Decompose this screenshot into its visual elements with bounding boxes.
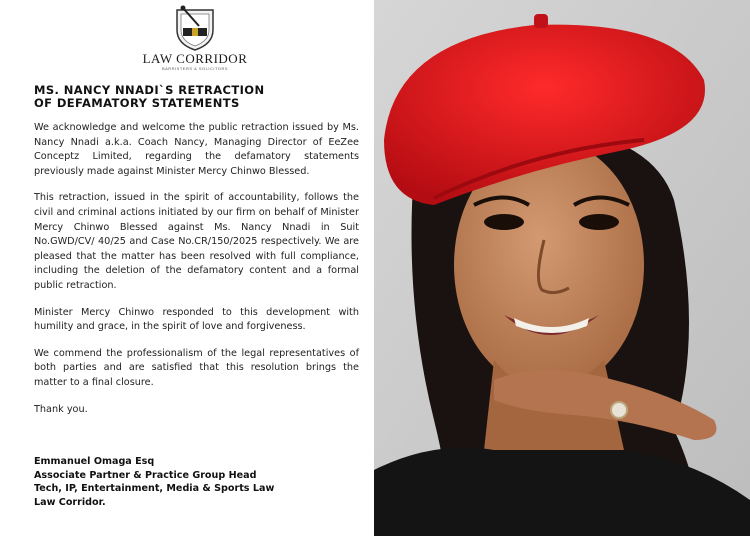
woman-in-red-beret-image [374,0,750,536]
statement-title [34,84,354,110]
signatory-group: Tech, IP, Entertainment, Media & Sports Law [34,483,275,494]
paragraph-commendation: We commend the professionalism of the legal representatives of both parties and are satisfied that this resolution brings the matter to a final closure. [34,347,359,388]
logo-tagline: BARRISTERS & SOLICITORS [161,66,229,71]
statement-body [34,121,359,429]
paragraph-retraction: This retraction, issued in the spirit of accountability, follows the civil and criminal actions initiated by our firm on behalf of Minister Mercy Chinwo Blessed against Ms. Nancy Nnadi in Suit No.GWD/CV/ 40/25 and Case No.CR/150/2025 respectively. We are pleased that the matter has been resolved with full compliance, including the deletion of the defamatory content and a formal public retraction. [34,192,359,291]
signatory-firm: Law Corridor. [34,496,106,508]
paragraph-thanks: Thank you. [34,403,88,415]
logo-name: LAW CORRIDOR [142,51,248,66]
portrait-photo [374,0,750,536]
law-corridor-logo [140,4,250,76]
signature-block [34,455,364,509]
signatory-role: Associate Partner & Practice Group Head [34,469,257,481]
statement-panel [0,0,374,536]
paragraph-response: Minister Mercy Chinwo responded to this development with humility and grace, in the spirit of love and forgiveness. [34,306,359,333]
shield-logo-icon [173,4,217,52]
title-line-2: OF DEFAMATORY STATEMENTS [34,96,240,110]
title-line-1: MS. NANCY NNADI`S RETRACTION [34,83,265,97]
paragraph-acknowledgement: We acknowledge and welcome the public retraction issued by Ms. Nancy Nnadi a.k.a. Coach Nancy, Managing Director of EeZee Conceptz Limited, regarding the defamatory statements previously made against Minister Mercy Chinwo Blessed. [34,122,359,177]
signatory-name: Emmanuel Omaga Esq [34,456,155,467]
